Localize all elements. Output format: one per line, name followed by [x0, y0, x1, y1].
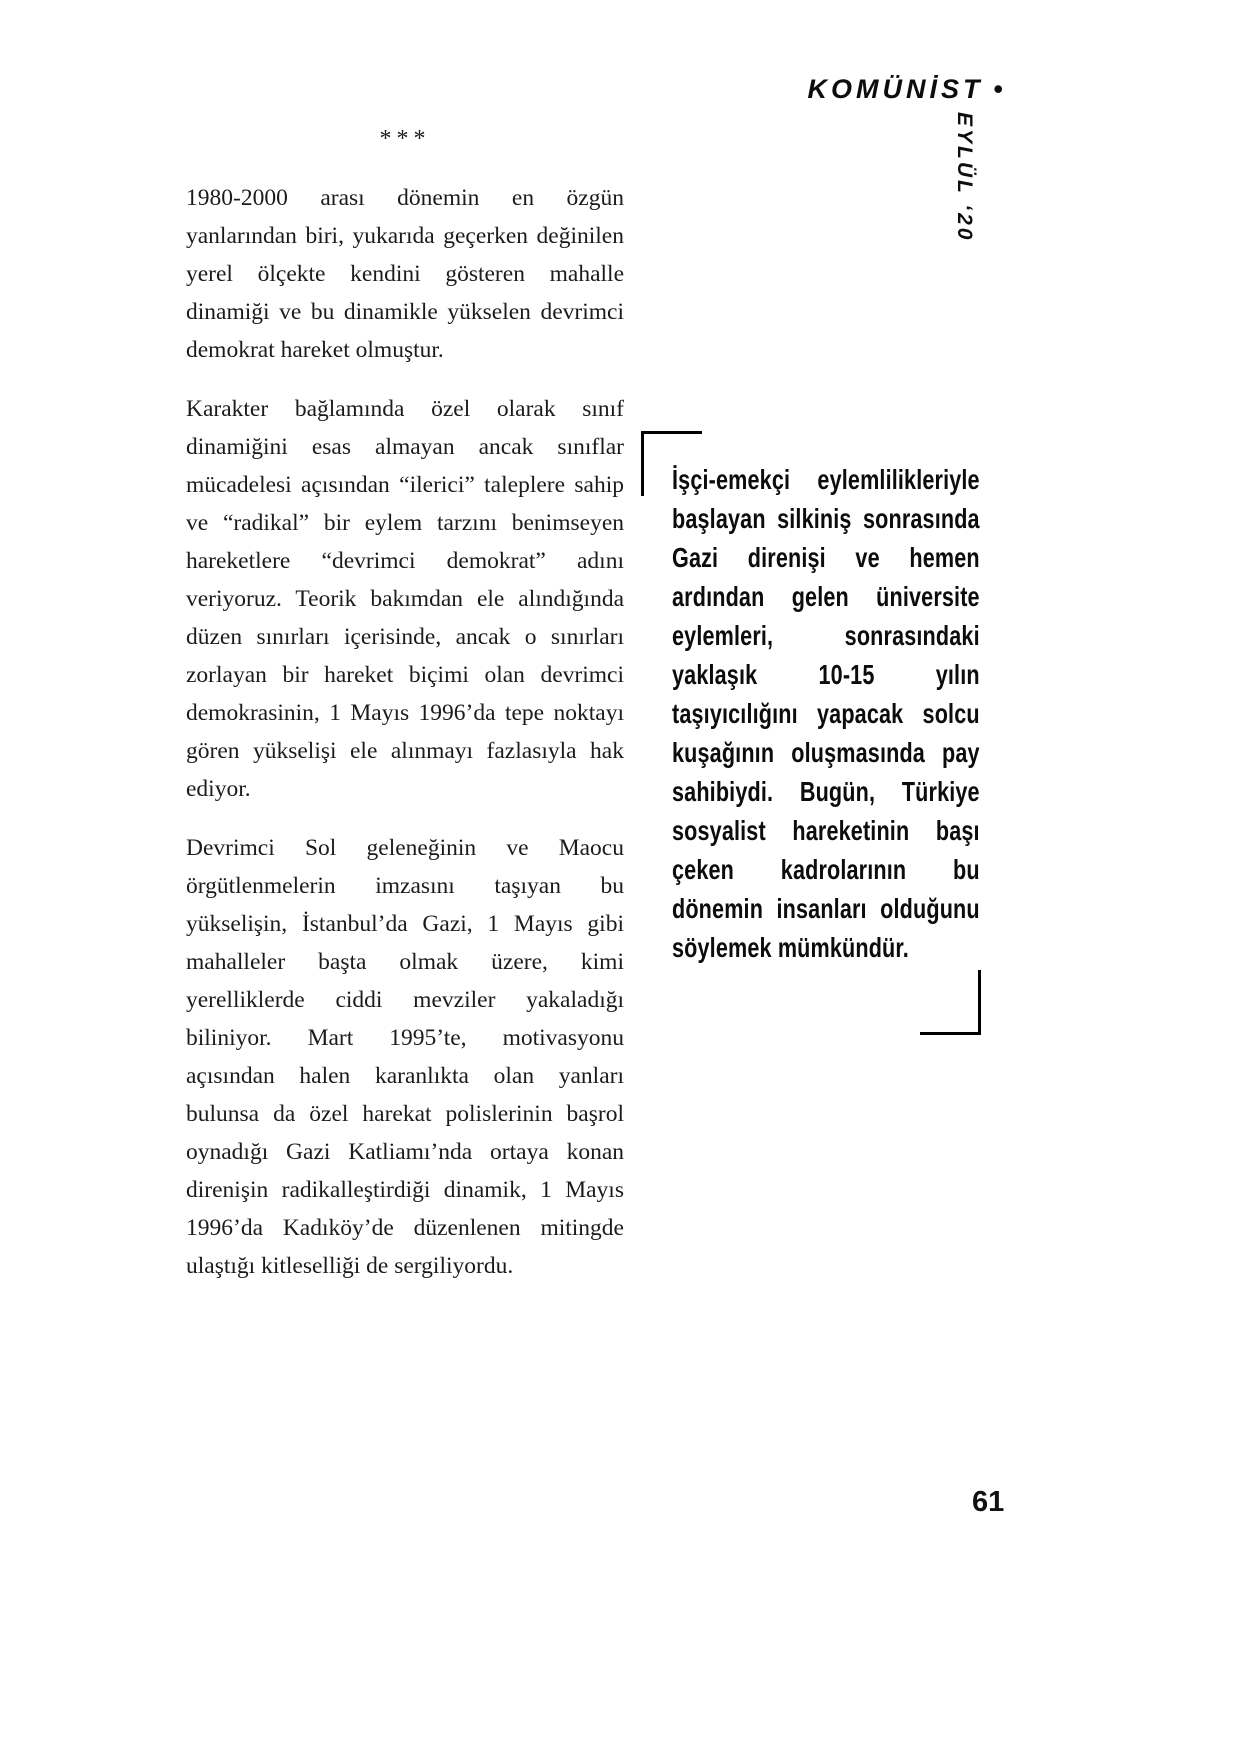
body-paragraph: Devrimci Sol geleneğinin ve Maocu örgütlenmelerin imzasını taşıyan bu yükselişin, İstanbul’da Gazi, 1 Mayıs gibi mahalleler başta olmak üzere, kimi yerelliklerde ciddi mevziler yakaladığı biliniyor. Mart 1995’te, motivasyonu açısından halen karanlıkta olan yanları bulunsa da özel harekat polislerinin başrol oynadığı Gazi Katliamı’nda ortaya konan direnişin radikalleştirdiği dinamik, 1 Mayıs 1996’da Kadıköy’de düzenlenen mitingde ulaştığı kitleselliği de sergiliyordu. [186, 835, 624, 1279]
magazine-title: KOMÜNİST [807, 74, 984, 104]
body-paragraph: 1980-2000 arası dönemin en özgün yanlarından biri, yukarıda geçerken değinilen yerel ölçekte kendini gösteren mahalle dinamiği ve bu dinamikle yükselen devrimci demokrat hareket olmuştur. [186, 185, 624, 363]
masthead-bullet: • [993, 74, 1003, 104]
pullquote-bottom-bracket [920, 970, 981, 1035]
page-number: 61 [972, 1486, 1005, 1518]
section-separator: *** [379, 126, 431, 152]
body-paragraph: Karakter bağlamında özel olarak sınıf dinamiğini esas almayan ancak sınıflar mücadelesi açısından “ilerici” taleplere sahip ve “radikal” bir eylem tarzını benimseyen hareketlere “devrimci demokrat” adını veriyoruz. Teorik bakımdan ele alındığında düzen sınırları içerisinde, ancak o sınırları zorlayan bir hareket biçimi olan devrimci demokrasinin, 1 Mayıs 1996’da tepe noktayı gören yükselişi ele alınmayı fazlasıyla hak ediyor. [186, 396, 624, 802]
pullquote-text: İşçi-emekçi eylemlilikleriyle başlayan silkiniş sonrasında Gazi direnişi ve hemen ardından gelen üniversite eylemleri, sonrasındaki yaklaşık 10-15 yılın taşıyıcılığını yapacak solcu kuşağının oluşmasında pay sahibiydi. Bugün, Türkiye sosyalist hareketinin başı çeken kadrolarının bu dönemin insanları olduğunu söylemek mümkündür. [672, 464, 980, 963]
masthead [808, 74, 1003, 105]
article-column [186, 126, 624, 1306]
issue-label: EYLÜL ‘20 [953, 112, 976, 243]
